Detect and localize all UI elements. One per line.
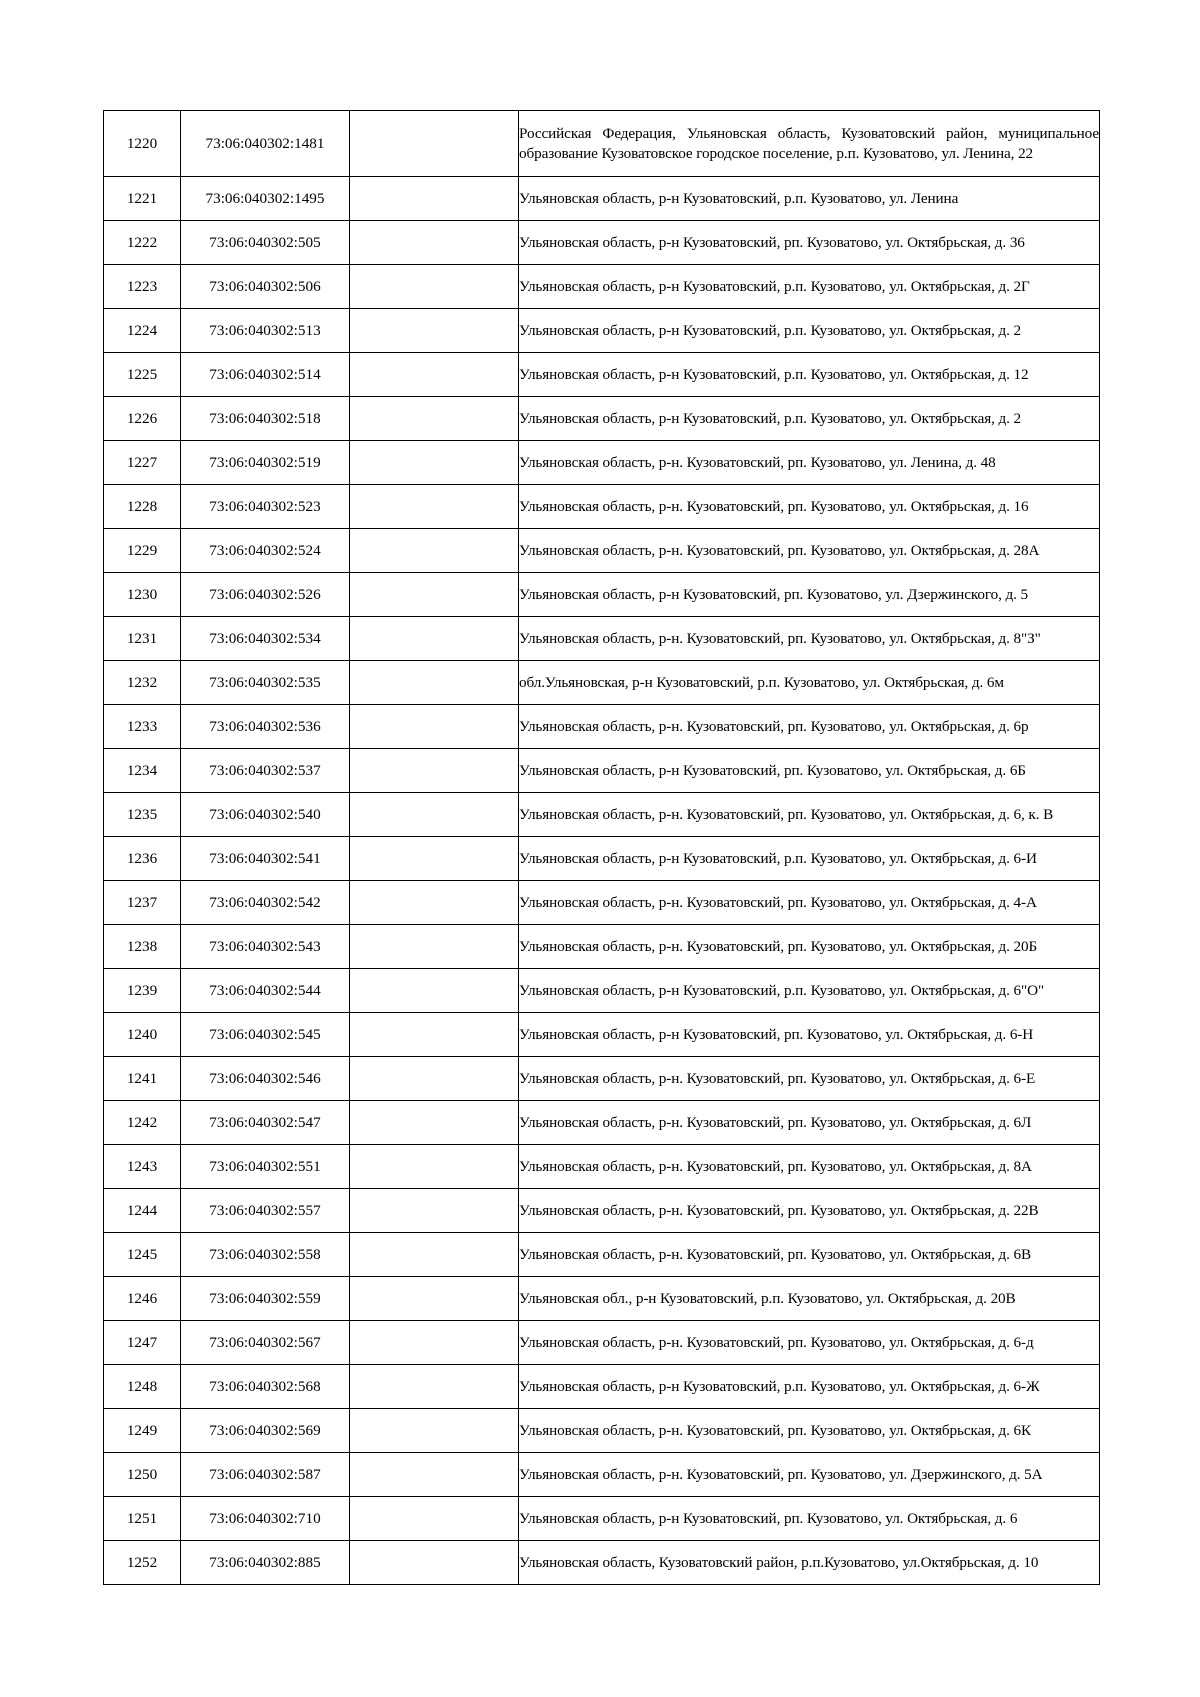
table-row bbox=[104, 969, 1100, 1013]
row-number-cell: 1225 bbox=[104, 353, 181, 397]
empty-cell bbox=[350, 1233, 519, 1277]
cadastral-number-cell: 73:06:040302:567 bbox=[181, 1321, 350, 1365]
empty-cell bbox=[350, 705, 519, 749]
address-cell: Ульяновская область, Кузоватовский район, р.п.Кузоватово, ул.Октябрьская, д. 10 bbox=[519, 1541, 1100, 1585]
cadastral-number-cell: 73:06:040302:513 bbox=[181, 309, 350, 353]
address-cell: Ульяновская область, р-н. Кузоватовский, рп. Кузоватово, ул. Октябрьская, д. 4-А bbox=[519, 881, 1100, 925]
table-row bbox=[104, 573, 1100, 617]
row-number-cell: 1235 bbox=[104, 793, 181, 837]
row-number-cell: 1220 bbox=[104, 111, 181, 177]
address-cell: Ульяновская область, р-н Кузоватовский, р.п. Кузоватово, ул. Октябрьская, д. 6-Ж bbox=[519, 1365, 1100, 1409]
empty-cell bbox=[350, 1101, 519, 1145]
row-number-cell: 1230 bbox=[104, 573, 181, 617]
table-row bbox=[104, 1189, 1100, 1233]
address-cell: Ульяновская область, р-н. Кузоватовский, рп. Кузоватово, ул. Октябрьская, д. 8"З" bbox=[519, 617, 1100, 661]
cadastral-number-cell: 73:06:040302:523 bbox=[181, 485, 350, 529]
cadastral-number-cell: 73:06:040302:885 bbox=[181, 1541, 350, 1585]
table-row bbox=[104, 1497, 1100, 1541]
table-row bbox=[104, 221, 1100, 265]
property-registry-table bbox=[103, 110, 1100, 1585]
row-number-cell: 1232 bbox=[104, 661, 181, 705]
address-cell: Ульяновская область, р-н. Кузоватовский, рп. Кузоватово, ул. Октябрьская, д. 8А bbox=[519, 1145, 1100, 1189]
empty-cell bbox=[350, 485, 519, 529]
empty-cell bbox=[350, 573, 519, 617]
row-number-cell: 1239 bbox=[104, 969, 181, 1013]
registry-table-body bbox=[104, 111, 1100, 1585]
row-number-cell: 1247 bbox=[104, 1321, 181, 1365]
cadastral-number-cell: 73:06:040302:526 bbox=[181, 573, 350, 617]
table-row bbox=[104, 661, 1100, 705]
empty-cell bbox=[350, 529, 519, 573]
cadastral-number-cell: 73:06:040302:546 bbox=[181, 1057, 350, 1101]
table-row bbox=[104, 793, 1100, 837]
empty-cell bbox=[350, 353, 519, 397]
table-row bbox=[104, 353, 1100, 397]
row-number-cell: 1252 bbox=[104, 1541, 181, 1585]
address-cell: Ульяновская область, р-н Кузоватовский, рп. Кузоватово, ул. Дзержинского, д. 5 bbox=[519, 573, 1100, 617]
table-row bbox=[104, 1233, 1100, 1277]
empty-cell bbox=[350, 1541, 519, 1585]
empty-cell bbox=[350, 1453, 519, 1497]
cadastral-number-cell: 73:06:040302:518 bbox=[181, 397, 350, 441]
address-cell: Ульяновская область, р-н Кузоватовский, р.п. Кузоватово, ул. Октябрьская, д. 2Г bbox=[519, 265, 1100, 309]
empty-cell bbox=[350, 749, 519, 793]
row-number-cell: 1228 bbox=[104, 485, 181, 529]
empty-cell bbox=[350, 1189, 519, 1233]
cadastral-number-cell: 73:06:040302:537 bbox=[181, 749, 350, 793]
address-cell: Ульяновская область, р-н Кузоватовский, р.п. Кузоватово, ул. Октябрьская, д. 12 bbox=[519, 353, 1100, 397]
address-cell: Ульяновская область, р-н. Кузоватовский, рп. Кузоватово, ул. Октябрьская, д. 6-Е bbox=[519, 1057, 1100, 1101]
cadastral-number-cell: 73:06:040302:545 bbox=[181, 1013, 350, 1057]
row-number-cell: 1234 bbox=[104, 749, 181, 793]
address-cell: Ульяновская обл., р-н Кузоватовский, р.п. Кузоватово, ул. Октябрьская, д. 20В bbox=[519, 1277, 1100, 1321]
row-number-cell: 1224 bbox=[104, 309, 181, 353]
table-row bbox=[104, 1541, 1100, 1585]
row-number-cell: 1226 bbox=[104, 397, 181, 441]
table-row bbox=[104, 1409, 1100, 1453]
address-cell: Ульяновская область, р-н. Кузоватовский, рп. Кузоватово, ул. Октябрьская, д. 6К bbox=[519, 1409, 1100, 1453]
empty-cell bbox=[350, 661, 519, 705]
row-number-cell: 1248 bbox=[104, 1365, 181, 1409]
address-cell: Ульяновская область, р-н Кузоватовский, р.п. Кузоватово, ул. Октябрьская, д. 6"О" bbox=[519, 969, 1100, 1013]
address-cell: Ульяновская область, р-н. Кузоватовский, рп. Кузоватово, ул. Дзержинского, д. 5А bbox=[519, 1453, 1100, 1497]
table-row bbox=[104, 265, 1100, 309]
empty-cell bbox=[350, 177, 519, 221]
empty-cell bbox=[350, 221, 519, 265]
table-row bbox=[104, 1145, 1100, 1189]
row-number-cell: 1223 bbox=[104, 265, 181, 309]
row-number-cell: 1233 bbox=[104, 705, 181, 749]
cadastral-number-cell: 73:06:040302:534 bbox=[181, 617, 350, 661]
address-cell: Ульяновская область, р-н Кузоватовский, рп. Кузоватово, ул. Октябрьская, д. 6Б bbox=[519, 749, 1100, 793]
address-cell: Ульяновская область, р-н. Кузоватовский, рп. Кузоватово, ул. Октябрьская, д. 16 bbox=[519, 485, 1100, 529]
row-number-cell: 1250 bbox=[104, 1453, 181, 1497]
empty-cell bbox=[350, 111, 519, 177]
table-row bbox=[104, 441, 1100, 485]
empty-cell bbox=[350, 1057, 519, 1101]
row-number-cell: 1251 bbox=[104, 1497, 181, 1541]
row-number-cell: 1237 bbox=[104, 881, 181, 925]
address-cell: Ульяновская область, р-н. Кузоватовский, рп. Кузоватово, ул. Октябрьская, д. 6Л bbox=[519, 1101, 1100, 1145]
empty-cell bbox=[350, 265, 519, 309]
address-cell: Ульяновская область, р-н. Кузоватовский, рп. Кузоватово, ул. Октябрьская, д. 6-д bbox=[519, 1321, 1100, 1365]
cadastral-number-cell: 73:06:040302:710 bbox=[181, 1497, 350, 1541]
address-cell: Ульяновская область, р-н. Кузоватовский, рп. Кузоватово, ул. Октябрьская, д. 22В bbox=[519, 1189, 1100, 1233]
address-cell: Ульяновская область, р-н. Кузоватовский, рп. Кузоватово, ул. Октябрьская, д. 6, к. В bbox=[519, 793, 1100, 837]
table-row bbox=[104, 749, 1100, 793]
empty-cell bbox=[350, 1409, 519, 1453]
table-row bbox=[104, 529, 1100, 573]
cadastral-number-cell: 73:06:040302:514 bbox=[181, 353, 350, 397]
row-number-cell: 1221 bbox=[104, 177, 181, 221]
row-number-cell: 1244 bbox=[104, 1189, 181, 1233]
cadastral-number-cell: 73:06:040302:568 bbox=[181, 1365, 350, 1409]
table-row bbox=[104, 925, 1100, 969]
cadastral-number-cell: 73:06:040302:543 bbox=[181, 925, 350, 969]
address-cell: Ульяновская область, р-н Кузоватовский, рп. Кузоватово, ул. Октябрьская, д. 6-Н bbox=[519, 1013, 1100, 1057]
row-number-cell: 1249 bbox=[104, 1409, 181, 1453]
address-cell: обл.Ульяновская, р-н Кузоватовский, р.п. Кузоватово, ул. Октябрьская, д. 6м bbox=[519, 661, 1100, 705]
row-number-cell: 1245 bbox=[104, 1233, 181, 1277]
empty-cell bbox=[350, 969, 519, 1013]
row-number-cell: 1231 bbox=[104, 617, 181, 661]
row-number-cell: 1236 bbox=[104, 837, 181, 881]
row-number-cell: 1227 bbox=[104, 441, 181, 485]
table-row bbox=[104, 177, 1100, 221]
cadastral-number-cell: 73:06:040302:557 bbox=[181, 1189, 350, 1233]
table-row bbox=[104, 881, 1100, 925]
row-number-cell: 1242 bbox=[104, 1101, 181, 1145]
address-cell: Российская Федерация, Ульяновская область, Кузоватовский район, муниципальное образование Кузоватовское городское поселение, р.п. Кузоватово, ул. Ленина, 22 bbox=[519, 111, 1100, 177]
table-row bbox=[104, 111, 1100, 177]
empty-cell bbox=[350, 309, 519, 353]
empty-cell bbox=[350, 1365, 519, 1409]
empty-cell bbox=[350, 1013, 519, 1057]
cadastral-number-cell: 73:06:040302:535 bbox=[181, 661, 350, 705]
cadastral-number-cell: 73:06:040302:551 bbox=[181, 1145, 350, 1189]
cadastral-number-cell: 73:06:040302:1495 bbox=[181, 177, 350, 221]
cadastral-number-cell: 73:06:040302:524 bbox=[181, 529, 350, 573]
table-row bbox=[104, 397, 1100, 441]
empty-cell bbox=[350, 1497, 519, 1541]
empty-cell bbox=[350, 441, 519, 485]
row-number-cell: 1243 bbox=[104, 1145, 181, 1189]
table-row bbox=[104, 1101, 1100, 1145]
address-cell: Ульяновская область, р-н Кузоватовский, рп. Кузоватово, ул. Октябрьская, д. 6 bbox=[519, 1497, 1100, 1541]
empty-cell bbox=[350, 1277, 519, 1321]
cadastral-number-cell: 73:06:040302:587 bbox=[181, 1453, 350, 1497]
address-cell: Ульяновская область, р-н. Кузоватовский, рп. Кузоватово, ул. Октябрьская, д. 20Б bbox=[519, 925, 1100, 969]
address-cell: Ульяновская область, р-н. Кузоватовский, рп. Кузоватово, ул. Ленина, д. 48 bbox=[519, 441, 1100, 485]
cadastral-number-cell: 73:06:040302:559 bbox=[181, 1277, 350, 1321]
table-row bbox=[104, 705, 1100, 749]
cadastral-number-cell: 73:06:040302:569 bbox=[181, 1409, 350, 1453]
table-row bbox=[104, 309, 1100, 353]
empty-cell bbox=[350, 793, 519, 837]
address-cell: Ульяновская область, р-н. Кузоватовский, рп. Кузоватово, ул. Октябрьская, д. 28А bbox=[519, 529, 1100, 573]
address-cell: Ульяновская область, р-н Кузоватовский, р.п. Кузоватово, ул. Октябрьская, д. 6-И bbox=[519, 837, 1100, 881]
cadastral-number-cell: 73:06:040302:536 bbox=[181, 705, 350, 749]
cadastral-number-cell: 73:06:040302:540 bbox=[181, 793, 350, 837]
table-row bbox=[104, 1321, 1100, 1365]
cadastral-number-cell: 73:06:040302:547 bbox=[181, 1101, 350, 1145]
empty-cell bbox=[350, 1145, 519, 1189]
table-row bbox=[104, 1013, 1100, 1057]
empty-cell bbox=[350, 881, 519, 925]
table-row bbox=[104, 617, 1100, 661]
table-row bbox=[104, 1453, 1100, 1497]
empty-cell bbox=[350, 617, 519, 661]
row-number-cell: 1222 bbox=[104, 221, 181, 265]
row-number-cell: 1238 bbox=[104, 925, 181, 969]
row-number-cell: 1240 bbox=[104, 1013, 181, 1057]
address-cell: Ульяновская область, р-н Кузоватовский, р.п. Кузоватово, ул. Октябрьская, д. 2 bbox=[519, 397, 1100, 441]
cadastral-number-cell: 73:06:040302:505 bbox=[181, 221, 350, 265]
cadastral-number-cell: 73:06:040302:558 bbox=[181, 1233, 350, 1277]
address-cell: Ульяновская область, р-н. Кузоватовский, рп. Кузоватово, ул. Октябрьская, д. 6В bbox=[519, 1233, 1100, 1277]
row-number-cell: 1246 bbox=[104, 1277, 181, 1321]
table-row bbox=[104, 837, 1100, 881]
address-cell: Ульяновская область, р-н Кузоватовский, р.п. Кузоватово, ул. Ленина bbox=[519, 177, 1100, 221]
empty-cell bbox=[350, 925, 519, 969]
cadastral-number-cell: 73:06:040302:541 bbox=[181, 837, 350, 881]
empty-cell bbox=[350, 397, 519, 441]
table-row bbox=[104, 1365, 1100, 1409]
cadastral-number-cell: 73:06:040302:544 bbox=[181, 969, 350, 1013]
cadastral-number-cell: 73:06:040302:1481 bbox=[181, 111, 350, 177]
row-number-cell: 1241 bbox=[104, 1057, 181, 1101]
table-row bbox=[104, 485, 1100, 529]
table-row bbox=[104, 1277, 1100, 1321]
cadastral-number-cell: 73:06:040302:542 bbox=[181, 881, 350, 925]
empty-cell bbox=[350, 837, 519, 881]
cadastral-number-cell: 73:06:040302:506 bbox=[181, 265, 350, 309]
empty-cell bbox=[350, 1321, 519, 1365]
cadastral-number-cell: 73:06:040302:519 bbox=[181, 441, 350, 485]
address-cell: Ульяновская область, р-н. Кузоватовский, рп. Кузоватово, ул. Октябрьская, д. 6р bbox=[519, 705, 1100, 749]
row-number-cell: 1229 bbox=[104, 529, 181, 573]
address-cell: Ульяновская область, р-н Кузоватовский, рп. Кузоватово, ул. Октябрьская, д. 36 bbox=[519, 221, 1100, 265]
address-cell: Ульяновская область, р-н Кузоватовский, р.п. Кузоватово, ул. Октябрьская, д. 2 bbox=[519, 309, 1100, 353]
table-row bbox=[104, 1057, 1100, 1101]
